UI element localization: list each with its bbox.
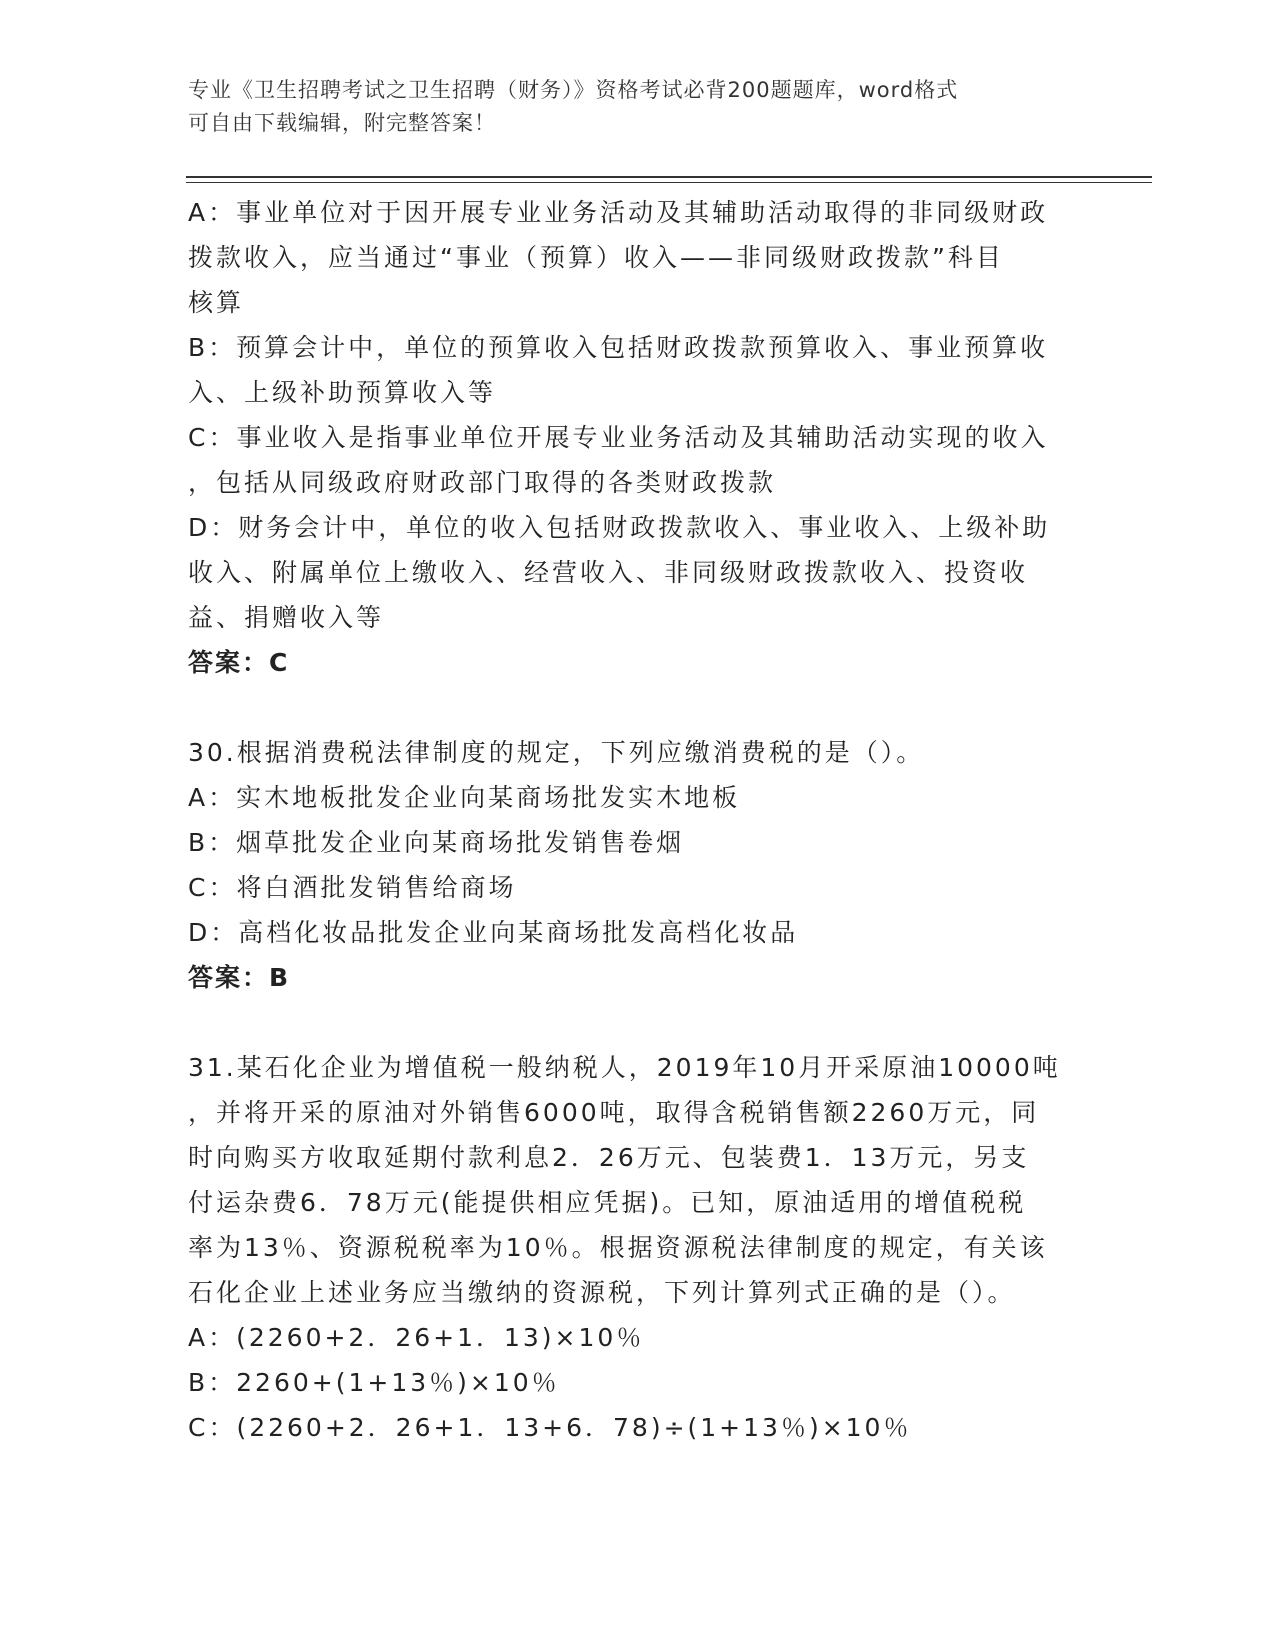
question-31 xyxy=(188,1045,1088,1450)
question-29-options xyxy=(188,190,1088,685)
header-rule-thick xyxy=(186,176,1152,178)
header-line: 可自由下载编辑，附完整答案！ xyxy=(188,111,496,135)
spacer xyxy=(188,685,1088,730)
option-c: C：(2260+2．26+1．13+6．78)÷(1+13％)×10％ xyxy=(188,1413,912,1442)
question-stem-line: 31.某石化企业为增值税一般纳税人，2019年10月开采原油10000吨 xyxy=(188,1053,1061,1082)
option-a-line: A：事业单位对于因开展专业业务活动及其辅助活动取得的非同级财政 xyxy=(188,198,1049,227)
option-b: B：2260+(1+13％)×10％ xyxy=(188,1368,560,1397)
answer-label: 答案：B xyxy=(188,963,291,992)
question-stem-line: 付运杂费6．78万元(能提供相应凭据)。已知，原油适用的增值税税 xyxy=(188,1188,1027,1217)
option-d-line: 收入、附属单位上缴收入、经营收入、非同级财政拨款收入、投资收 xyxy=(188,558,1029,587)
question-stem-line: 率为13％、资源税税率为10％。根据资源税法律制度的规定，有关该 xyxy=(188,1233,1048,1262)
question-stem: 30.根据消费税法律制度的规定，下列应缴消费税的是（）。 xyxy=(188,738,925,767)
spacer xyxy=(188,1000,1088,1045)
question-stem-line: 时向购买方收取延期付款利息2．26万元、包装费1．13万元，另支 xyxy=(188,1143,1030,1172)
option-d-line: D：财务会计中，单位的收入包括财政拨款收入、事业收入、上级补助 xyxy=(188,513,1051,542)
document-body xyxy=(188,190,1088,1450)
option-a-line: 拨款收入，应当通过“事业（预算）收入——非同级财政拨款”科目 xyxy=(188,243,1004,272)
option-d-line: 益、捐赠收入等 xyxy=(188,603,385,632)
option-a-line: 核算 xyxy=(188,288,245,317)
document-header xyxy=(188,74,1058,140)
option-b: B：烟草批发企业向某商场批发销售卷烟 xyxy=(188,828,685,857)
option-b-line: B：预算会计中，单位的预算收入包括财政拨款预算收入、事业预算收 xyxy=(188,333,1049,362)
question-30 xyxy=(188,730,1088,1000)
option-a: A：(2260+2．26+1．13)×10％ xyxy=(188,1323,645,1352)
option-d: D：高档化妆品批发企业向某商场批发高档化妆品 xyxy=(188,918,799,947)
option-c-line: ，包括从同级政府财政部门取得的各类财政拨款 xyxy=(188,468,777,497)
question-stem-line: 石化企业上述业务应当缴纳的资源税，下列计算列式正确的是（）。 xyxy=(188,1278,1016,1307)
header-line: 专业《卫生招聘考试之卫生招聘（财务）》资格考试必背200题题库，word格式 xyxy=(188,78,959,102)
option-c-line: C：事业收入是指事业单位开展专业业务活动及其辅助活动实现的收入 xyxy=(188,423,1049,452)
header-rule-thin xyxy=(186,182,1152,183)
option-c: C：将白酒批发销售给商场 xyxy=(188,873,517,902)
answer-label: 答案：C xyxy=(188,648,290,677)
option-b-line: 入、上级补助预算收入等 xyxy=(188,378,497,407)
option-a: A：实木地板批发企业向某商场批发实木地板 xyxy=(188,783,741,812)
question-stem-line: ，并将开采的原油对外销售6000吨，取得含税销售额2260万元，同 xyxy=(188,1098,1040,1127)
